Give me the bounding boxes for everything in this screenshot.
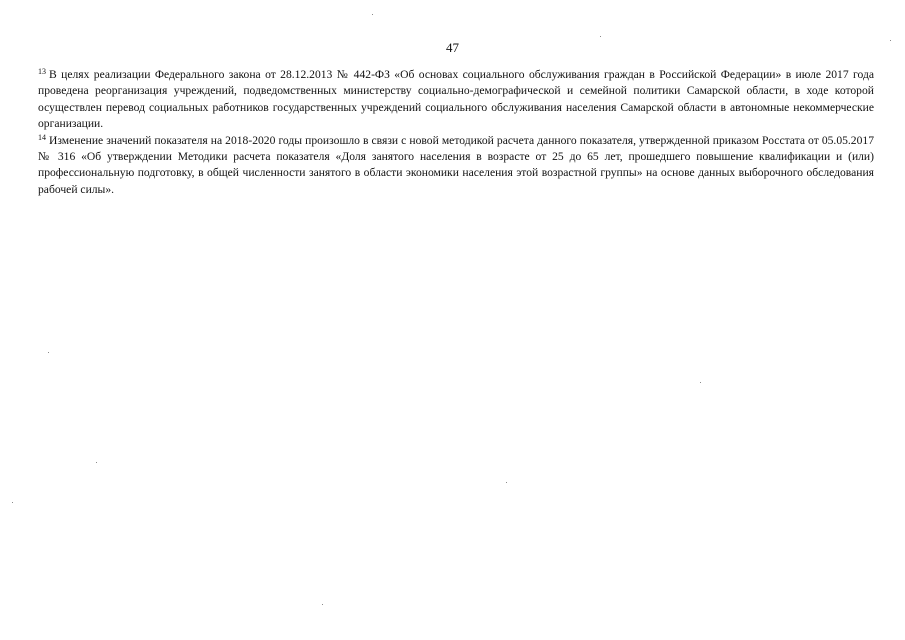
footnotes-block	[38, 67, 874, 198]
footnote-13	[38, 67, 874, 133]
page-number: 47	[446, 40, 459, 55]
scan-speck	[890, 40, 891, 41]
footnote-text: Изменение значений показателя на 2018-2020 годы произошло в связи с новой методикой расчета данного показателя, утвержденной приказом Росстата от 05.05.2017 № 316 «Об утверждении Методики расчета показателя «Доля занятого населения в возрасте от 25 до 65 лет, прошедшего повышение квалификации и (или) профессиональную подготовку, в общей численности занятого в области экономики населения этой возрастной группы» на основе данных выборочного обследования рабочей силы».	[38, 133, 874, 196]
footnote-14	[38, 133, 874, 199]
scan-speck	[12, 502, 13, 503]
footnote-marker: 13	[38, 67, 46, 76]
scan-speck	[506, 482, 507, 483]
scan-speck	[322, 604, 323, 605]
footnote-text: В целях реализации Федерального закона от 28.12.2013 № 442-ФЗ «Об основах социального обслуживания граждан в Российской Федерации» в июле 2017 года проведена реорганизация учреждений, подведомственных министерству социально-демографической и семейной политики Самарской области, в ходе которой осуществлен перевод социальных работников государственных учреждений социального обслуживания населения Самарской области в автономные некоммерческие организации.	[38, 68, 874, 131]
scan-speck	[372, 14, 373, 15]
scan-speck	[600, 36, 601, 37]
scan-speck	[48, 352, 49, 353]
scan-speck	[96, 462, 97, 463]
scan-speck	[700, 382, 701, 383]
footnote-marker: 14	[38, 132, 46, 142]
